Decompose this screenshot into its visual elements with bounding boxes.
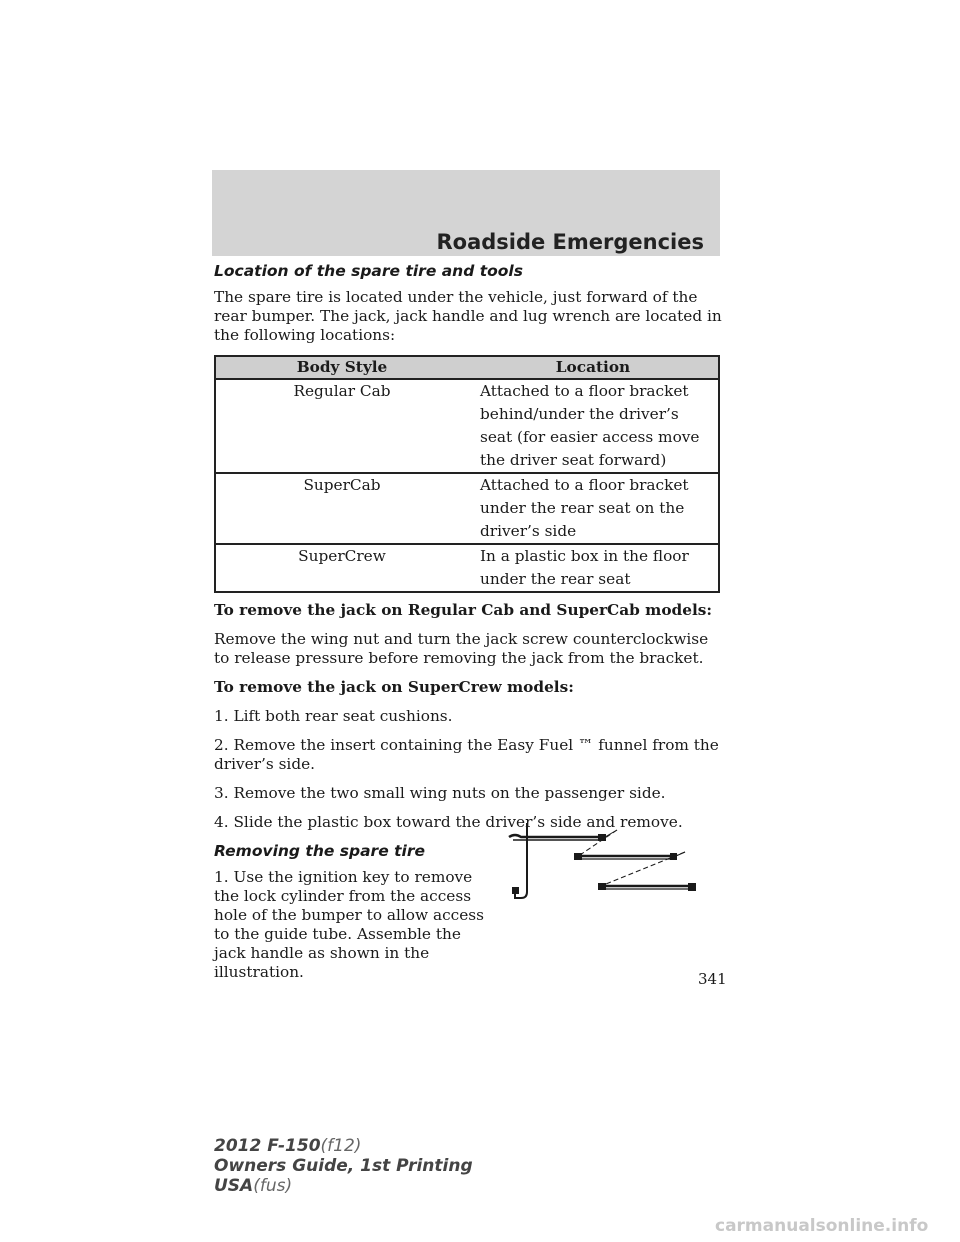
table-cell-body-style: SuperCrew xyxy=(215,544,468,592)
table-cell-body-style: SuperCab xyxy=(215,473,468,544)
table-header-row xyxy=(215,356,719,379)
regular-supercab-body: Remove the wing nut and turn the jack screw counterclockwise to release pressure before removing the jack from the bracket. xyxy=(214,630,709,667)
footer-guide: Owners Guide, 1st Printing xyxy=(214,1156,473,1176)
footer-model: 2012 F-150 xyxy=(214,1136,321,1156)
supercrew-step-2: 2. Remove the insert containing the Easy Fuel ™ funnel from the driver’s side. xyxy=(214,736,719,773)
supercrew-step-1: 1. Lift both rear seat cushions. xyxy=(214,707,453,725)
removing-spare-heading: Removing the spare tire xyxy=(214,842,425,860)
supercrew-step-3: 3. Remove the two small wing nuts on the passenger side. xyxy=(214,784,666,802)
table-row xyxy=(215,379,719,473)
removing-spare-step-1: 1. Use the ignition key to remove the lock cylinder from the access hole of the bumper to allow access to the guide tube. Assemble the jack handle as shown in the illustration. xyxy=(214,868,484,981)
section-title: Roadside Emergencies xyxy=(436,230,704,254)
supercrew-heading: To remove the jack on SuperCrew models: xyxy=(214,678,574,696)
jack-location-table xyxy=(214,355,720,593)
jack-handle-illustration xyxy=(505,820,705,910)
table-row xyxy=(215,473,719,544)
table-cell-location: In a plastic box in the floor under the rear seat xyxy=(468,544,719,592)
supercrew-step-4: 4. Slide the plastic box toward the driver’s side and remove. xyxy=(214,813,683,831)
document-footer xyxy=(214,1136,473,1196)
spare-tire-intro: The spare tire is located under the vehicle, just forward of the rear bumper. The jack, jack handle and lug wrench are located in the following locations: xyxy=(214,288,722,344)
spare-tire-location-heading: Location of the spare tire and tools xyxy=(214,262,523,280)
table-cell-location: Attached to a floor bracket under the rear seat on the driver’s side xyxy=(468,473,719,544)
regular-supercab-heading: To remove the jack on Regular Cab and SuperCab models: xyxy=(214,601,713,619)
section-header-band xyxy=(212,170,720,256)
footer-market-code: (fus) xyxy=(253,1176,293,1196)
page-number: 341 xyxy=(698,970,727,988)
table-row xyxy=(215,544,719,592)
table-header-location: Location xyxy=(468,356,719,379)
watermark-text: carmanualsonline.info xyxy=(715,1216,929,1236)
table-header-body-style: Body Style xyxy=(215,356,468,379)
table-cell-body-style: Regular Cab xyxy=(215,379,468,473)
footer-market: USA xyxy=(214,1176,254,1196)
table-cell-location: Attached to a floor bracket behind/under the driver’s seat (for easier access move the driver seat forward) xyxy=(468,379,719,473)
footer-model-code: (f12) xyxy=(320,1136,362,1156)
